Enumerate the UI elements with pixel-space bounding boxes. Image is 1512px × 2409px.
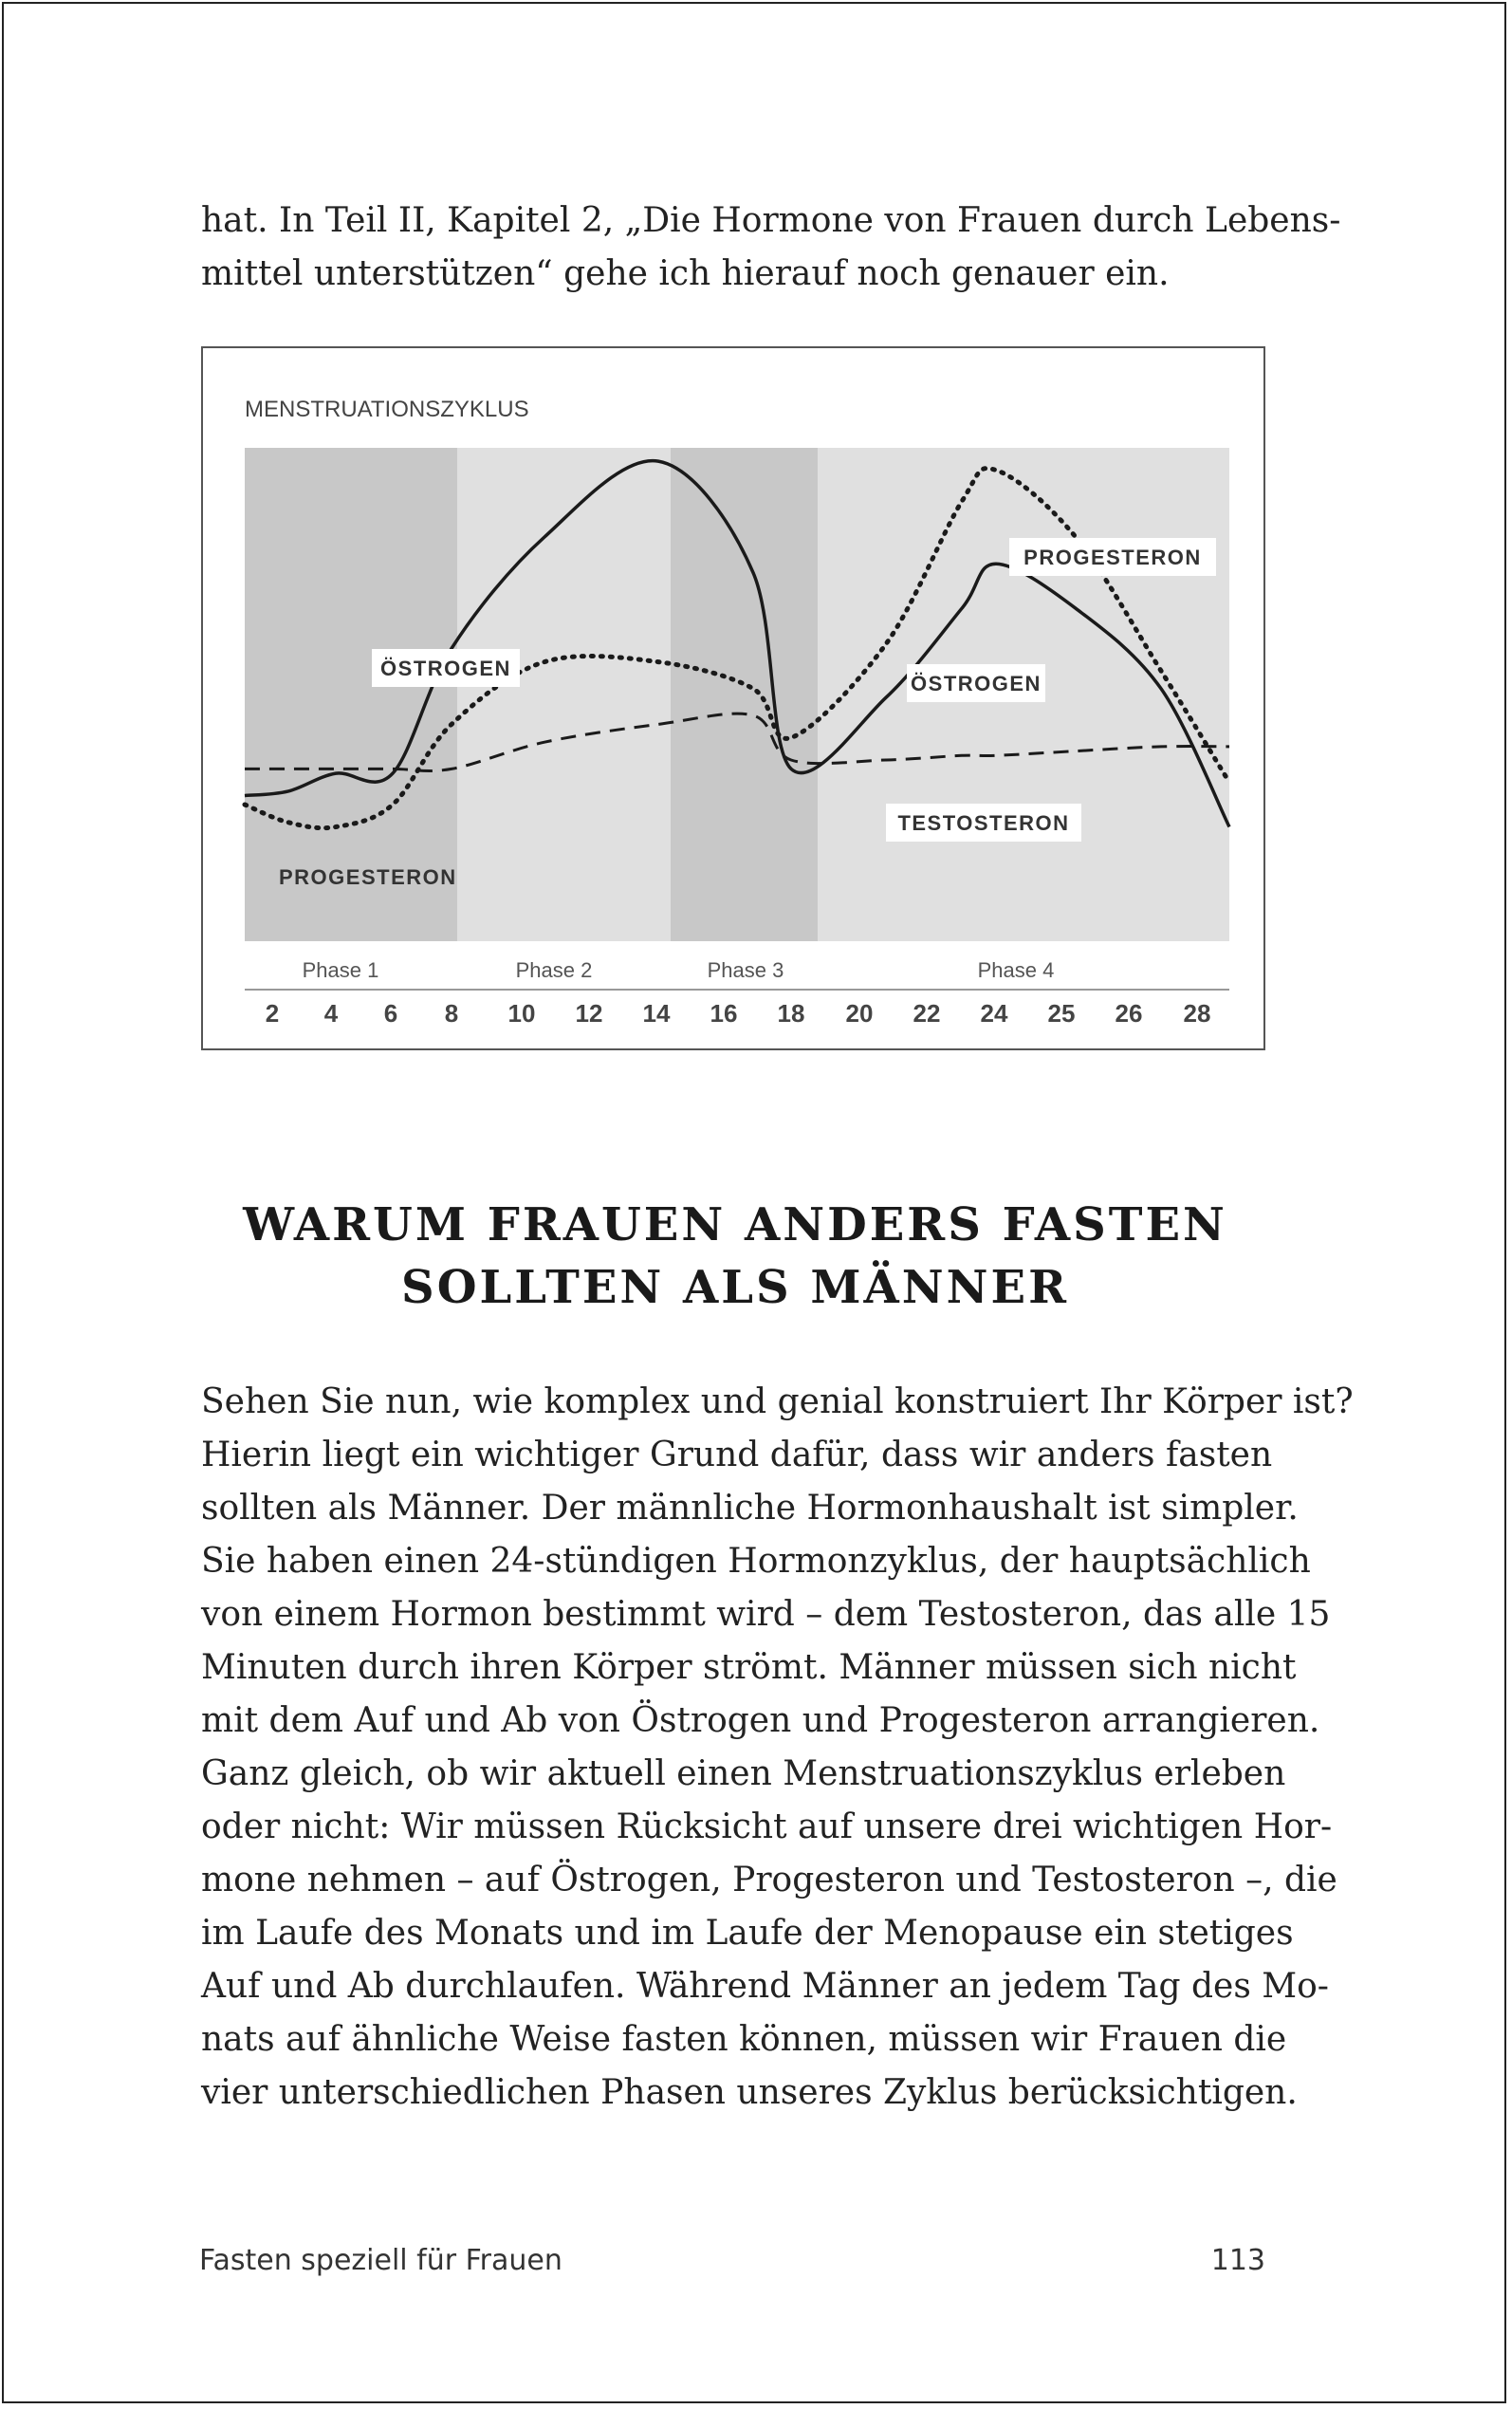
body-line: Sehen Sie nun, wie komplex und genial konstruiert Ihr Körper ist?	[201, 1382, 1354, 1421]
intro-paragraph	[201, 195, 1341, 301]
annotation-label: ÖSTROGEN	[911, 672, 1042, 695]
body-line: oder nicht: Wir müssen Rücksicht auf unsere drei wichtigen Hor-	[201, 1807, 1333, 1846]
section-heading	[201, 1194, 1269, 1319]
x-tick-label: 10	[507, 999, 536, 1028]
body-line: sollten als Männer. Der männliche Hormonhaushalt ist simpler.	[201, 1489, 1299, 1528]
x-tick-label: 16	[710, 999, 738, 1028]
body-line: mit dem Auf und Ab von Östrogen und Progesteron arrangieren.	[201, 1701, 1320, 1740]
x-tick-label: 14	[642, 999, 671, 1028]
x-tick-label: 20	[845, 999, 874, 1028]
chart-svg	[203, 348, 1263, 1048]
x-tick-label: 6	[383, 999, 398, 1028]
phase-label: Phase 2	[515, 958, 593, 982]
x-tick-label: 28	[1183, 999, 1211, 1028]
x-tick-label: 4	[323, 999, 339, 1028]
phase-label: Phase 4	[977, 958, 1055, 982]
chart-title: MENSTRUATIONSZYKLUS	[245, 397, 529, 422]
x-tick-labels	[266, 999, 1211, 1028]
x-tick-label: 12	[575, 999, 603, 1028]
menstrual-cycle-chart	[201, 346, 1265, 1050]
phase-label: Phase 1	[302, 958, 379, 982]
body-line: mone nehmen – auf Östrogen, Progesteron und Testosteron –, die	[201, 1861, 1337, 1899]
body-line: Auf und Ab durchlaufen. Während Männer an jedem Tag des Mo-	[201, 1967, 1329, 2006]
x-tick-label: 24	[980, 999, 1008, 1028]
body-line: vier unterschiedlichen Phasen unseres Zyklus berücksichtigen.	[201, 2073, 1298, 2112]
body-line: Sie haben einen 24-stündigen Hormonzyklus, der hauptsächlich	[201, 1542, 1311, 1581]
body-line: Ganz gleich, ob wir aktuell einen Menstruationszyklus erleben	[201, 1754, 1286, 1793]
annotation-label: ÖSTROGEN	[380, 657, 511, 680]
body-line: Minuten durch ihren Körper strömt. Männer müssen sich nicht	[201, 1648, 1297, 1687]
heading-line: SOLLTEN ALS MÄNNER	[401, 1261, 1069, 1314]
annotation-label: PROGESTERON	[279, 865, 457, 889]
body-line: nats auf ähnliche Weise fasten können, müssen wir Frauen die	[201, 2020, 1287, 2059]
annotation-label: PROGESTERON	[1023, 546, 1202, 569]
footer-title: Fasten speziell für Frauen	[199, 2244, 562, 2277]
heading-line: WARUM FRAUEN ANDERS FASTEN	[243, 1198, 1227, 1251]
phase-band	[671, 448, 818, 941]
x-tick-label: 22	[913, 999, 941, 1028]
body-line: Hierin liegt ein wichtiger Grund dafür, dass wir anders fasten	[201, 1436, 1273, 1474]
x-tick-label: 2	[265, 999, 280, 1028]
intro-line: hat. In Teil II, Kapitel 2, „Die Hormone von Frauen durch Lebens-	[201, 201, 1341, 240]
intro-line: mittel unterstützen“ gehe ich hierauf noch genauer ein.	[201, 254, 1170, 293]
phase-labels	[303, 958, 1055, 982]
body-line: von einem Hormon bestimmt wird – dem Testosteron, das alle 15	[201, 1595, 1331, 1634]
phase-label: Phase 3	[707, 958, 784, 982]
x-tick-label: 26	[1115, 999, 1143, 1028]
annotation-label: TESTOSTERON	[897, 811, 1070, 835]
x-tick-label: 25	[1047, 999, 1076, 1028]
x-tick-label: 18	[777, 999, 805, 1028]
page-number: 113	[1210, 2244, 1265, 2277]
x-tick-label: 8	[444, 999, 459, 1028]
body-line: im Laufe des Monats und im Laufe der Menopause ein stetiges	[201, 1914, 1294, 1953]
body-paragraph	[201, 1376, 1354, 2120]
